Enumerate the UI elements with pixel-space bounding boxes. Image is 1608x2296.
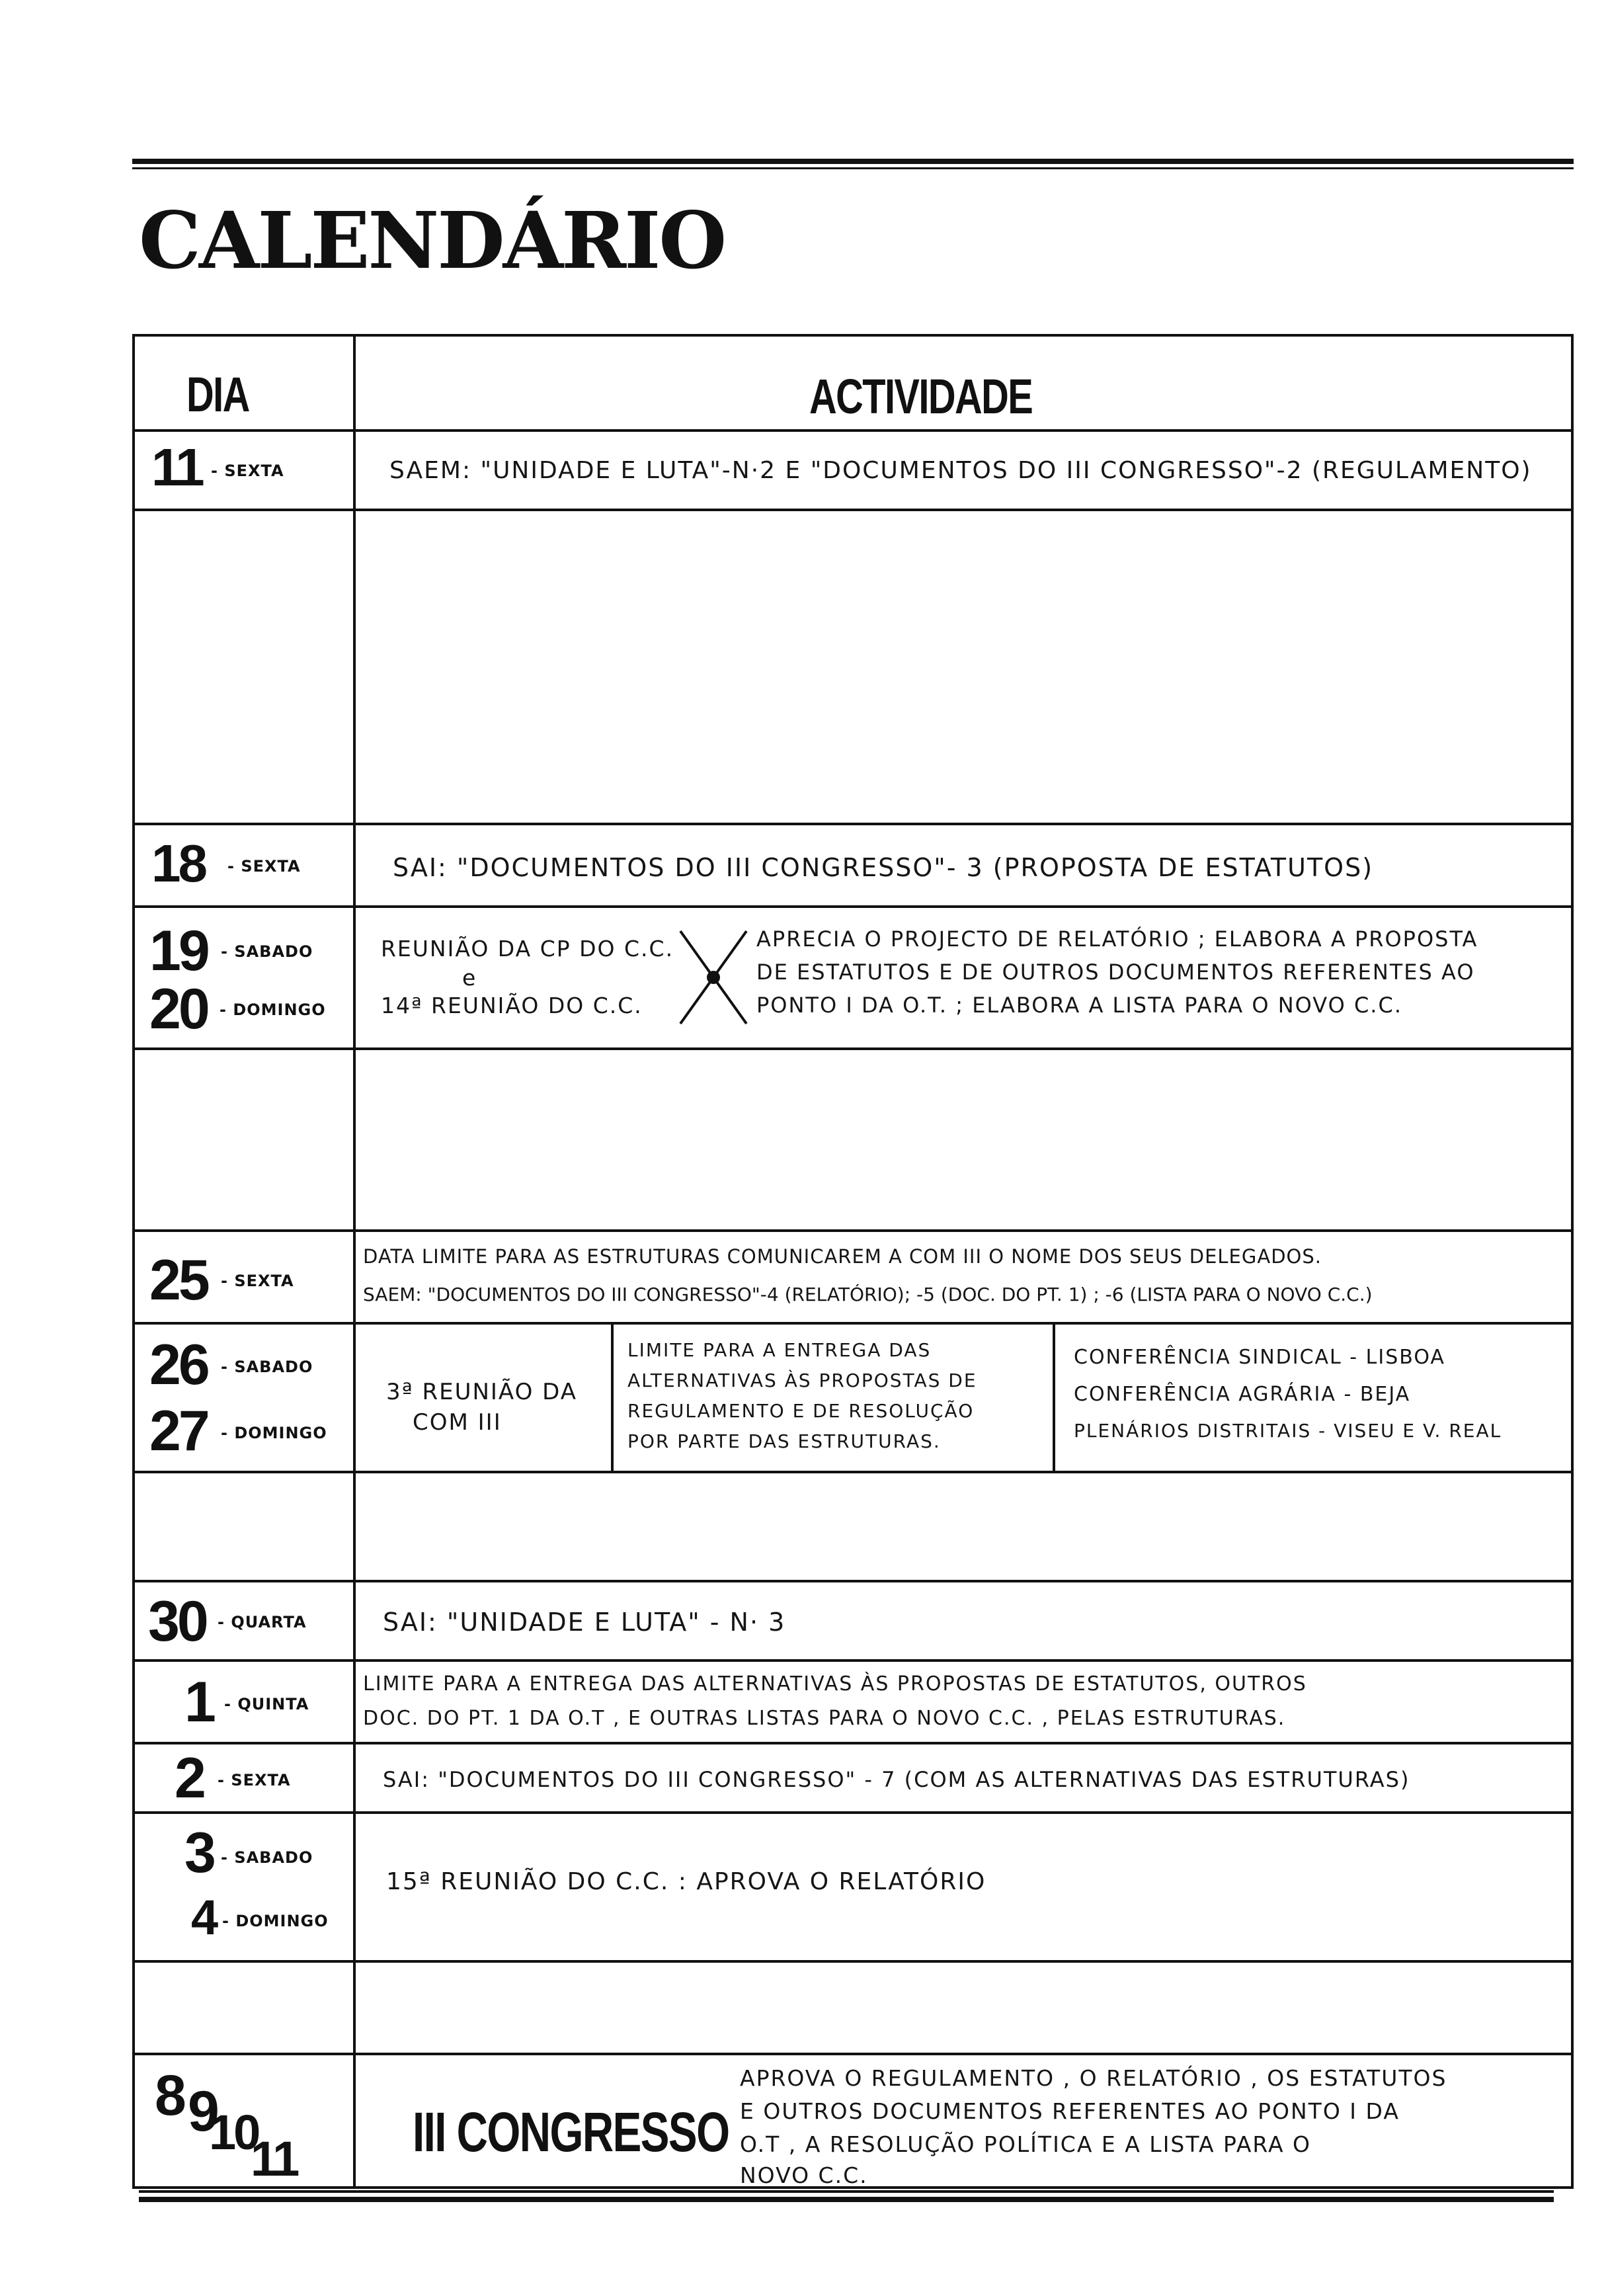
day-number: 30 (148, 1590, 206, 1653)
bottom-rule-thick (139, 2197, 1554, 2202)
cross-connector-icon (677, 928, 750, 1027)
day-number: 25 (149, 1249, 208, 1312)
day-number: 3 (184, 1821, 214, 1885)
table-row (135, 1742, 1571, 1811)
table-row (135, 1580, 1571, 1659)
day-number: 2 (175, 1746, 204, 1810)
table-row (135, 1811, 1571, 1960)
day-number: 4 (191, 1890, 216, 1945)
activity-text: NOVO C.C. (740, 2162, 868, 2188)
activity-text: SAEM: "DOCUMENTOS DO III CONGRESSO"-4 (RELATÓRIO); -5 (DOC. DO PT. 1) ; -6 (LISTA PARA O NOVO C.C.) (363, 1284, 1373, 1305)
activity-text: APROVA O REGULAMENTO , O RELATÓRIO , OS ESTATUTOS (740, 2065, 1447, 2091)
table-row (135, 2053, 1571, 2189)
empty-row (135, 509, 1571, 823)
cell-divider (1053, 1325, 1055, 1471)
activity-text: REGULAMENTO E DE RESOLUÇÃO (627, 1400, 975, 1422)
activity-text: 15ª REUNIÃO DO C.C. : APROVA O RELATÓRIO (386, 1868, 986, 1895)
table-row (135, 1322, 1571, 1471)
weekday-label: - DOMINGO (221, 1424, 327, 1442)
activity-text: DOC. DO PT. 1 DA O.T , E OUTRAS LISTAS PARA O NOVO C.C. , PELAS ESTRUTURAS. (363, 1707, 1286, 1730)
meeting-name: 3ª REUNIÃO DA (386, 1379, 577, 1405)
day-number: 18 (151, 834, 205, 893)
activity-text: SAEM: "UNIDADE E LUTA"-N·2 E "DOCUMENTOS DO III CONGRESSO"-2 (REGULAMENTO) (389, 457, 1532, 484)
table-row (135, 1229, 1571, 1322)
activity-text: SAI: "UNIDADE E LUTA" - N· 3 (383, 1608, 786, 1637)
day-number: 10 (209, 2105, 259, 2160)
activity-text: O.T , A RESOLUÇÃO POLÍTICA E A LISTA PARA O (740, 2131, 1312, 2157)
bottom-rule (139, 2190, 1554, 2193)
cell-divider (611, 1325, 614, 1471)
activity-text: LIMITE PARA A ENTREGA DAS ALTERNATIVAS ÀS PROPOSTAS DE ESTATUTOS, OUTROS (363, 1672, 1307, 1696)
meeting-name: COM III (413, 1409, 502, 1436)
day-number: 8 (155, 2064, 184, 2127)
header-activity: ACTIVIDADE (809, 369, 1033, 424)
activity-text: POR PARTE DAS ESTRUTURAS. (627, 1430, 941, 1452)
activity-text: LIMITE PARA A ENTREGA DAS (627, 1339, 932, 1361)
top-rule (132, 159, 1574, 164)
activity-text: APRECIA O PROJECTO DE RELATÓRIO ; ELABORA A PROPOSTA (756, 926, 1478, 952)
day-number: 20 (149, 977, 208, 1041)
activity-text: DATA LIMITE PARA AS ESTRUTURAS COMUNICAREM A COM III O NOME DOS SEUS DELEGADOS. (363, 1245, 1322, 1268)
empty-row (135, 1960, 1571, 2053)
weekday-label: - SABADO (221, 942, 313, 961)
table-row (135, 1659, 1571, 1742)
page-title: CALENDÁRIO (139, 194, 725, 286)
weekday-label: - DOMINGO (222, 1912, 329, 1930)
day-number: 1 (184, 1670, 214, 1734)
day-number: 11 (251, 2131, 298, 2186)
activity-text: E OUTROS DOCUMENTOS REFERENTES AO PONTO I DA (740, 2098, 1400, 2124)
meeting-name: 14ª REUNIÃO DO C.C. (381, 993, 643, 1018)
activity-text: ALTERNATIVAS ÀS PROPOSTAS DE (627, 1370, 977, 1391)
calendar-table (132, 334, 1574, 2189)
meeting-conjunction: e (462, 965, 477, 991)
activity-text: PLENÁRIOS DISTRITAIS - VISEU E V. REAL (1074, 1420, 1502, 1442)
empty-row (135, 1471, 1571, 1580)
meeting-name: REUNIÃO DA CP DO C.C. (381, 936, 674, 962)
activity-text: CONFERÊNCIA SINDICAL - LISBOA (1074, 1346, 1445, 1369)
weekday-label: - SEXTA (221, 1272, 294, 1290)
weekday-label: - DOMINGO (220, 1001, 326, 1019)
weekday-label: - SABADO (221, 1358, 313, 1376)
header-day: DIA (186, 367, 249, 422)
weekday-label: - QUARTA (218, 1613, 307, 1631)
weekday-label: - QUINTA (224, 1695, 309, 1713)
activity-text: PONTO I DA O.T. ; ELABORA A LISTA PARA O NOVO C.C. (756, 993, 1402, 1018)
day-number: 9 (188, 2080, 217, 2143)
activity-text: SAI: "DOCUMENTOS DO III CONGRESSO"- 3 (PROPOSTA DE ESTATUTOS) (393, 853, 1374, 882)
empty-row (135, 1047, 1571, 1229)
table-row (135, 429, 1571, 509)
table-row (135, 823, 1571, 905)
day-number: 27 (149, 1399, 208, 1463)
congress-title: III CONGRESSO (413, 2101, 729, 2163)
table-row (135, 905, 1571, 1047)
day-number: 26 (149, 1333, 208, 1397)
weekday-label: - SABADO (221, 1848, 313, 1867)
activity-text: DE ESTATUTOS E DE OUTROS DOCUMENTOS REFERENTES AO (756, 960, 1475, 985)
activity-text: SAI: "DOCUMENTOS DO III CONGRESSO" - 7 (COM AS ALTERNATIVAS DAS ESTRUTURAS) (383, 1767, 1410, 1792)
day-number: 11 (151, 438, 202, 497)
weekday-label: - SEXTA (211, 462, 284, 480)
weekday-label: - SEXTA (227, 857, 301, 876)
activity-text: CONFERÊNCIA AGRÁRIA - BEJA (1074, 1383, 1411, 1406)
weekday-label: - SEXTA (218, 1771, 291, 1789)
day-number: 19 (149, 919, 208, 983)
top-rule-thin (132, 167, 1574, 169)
